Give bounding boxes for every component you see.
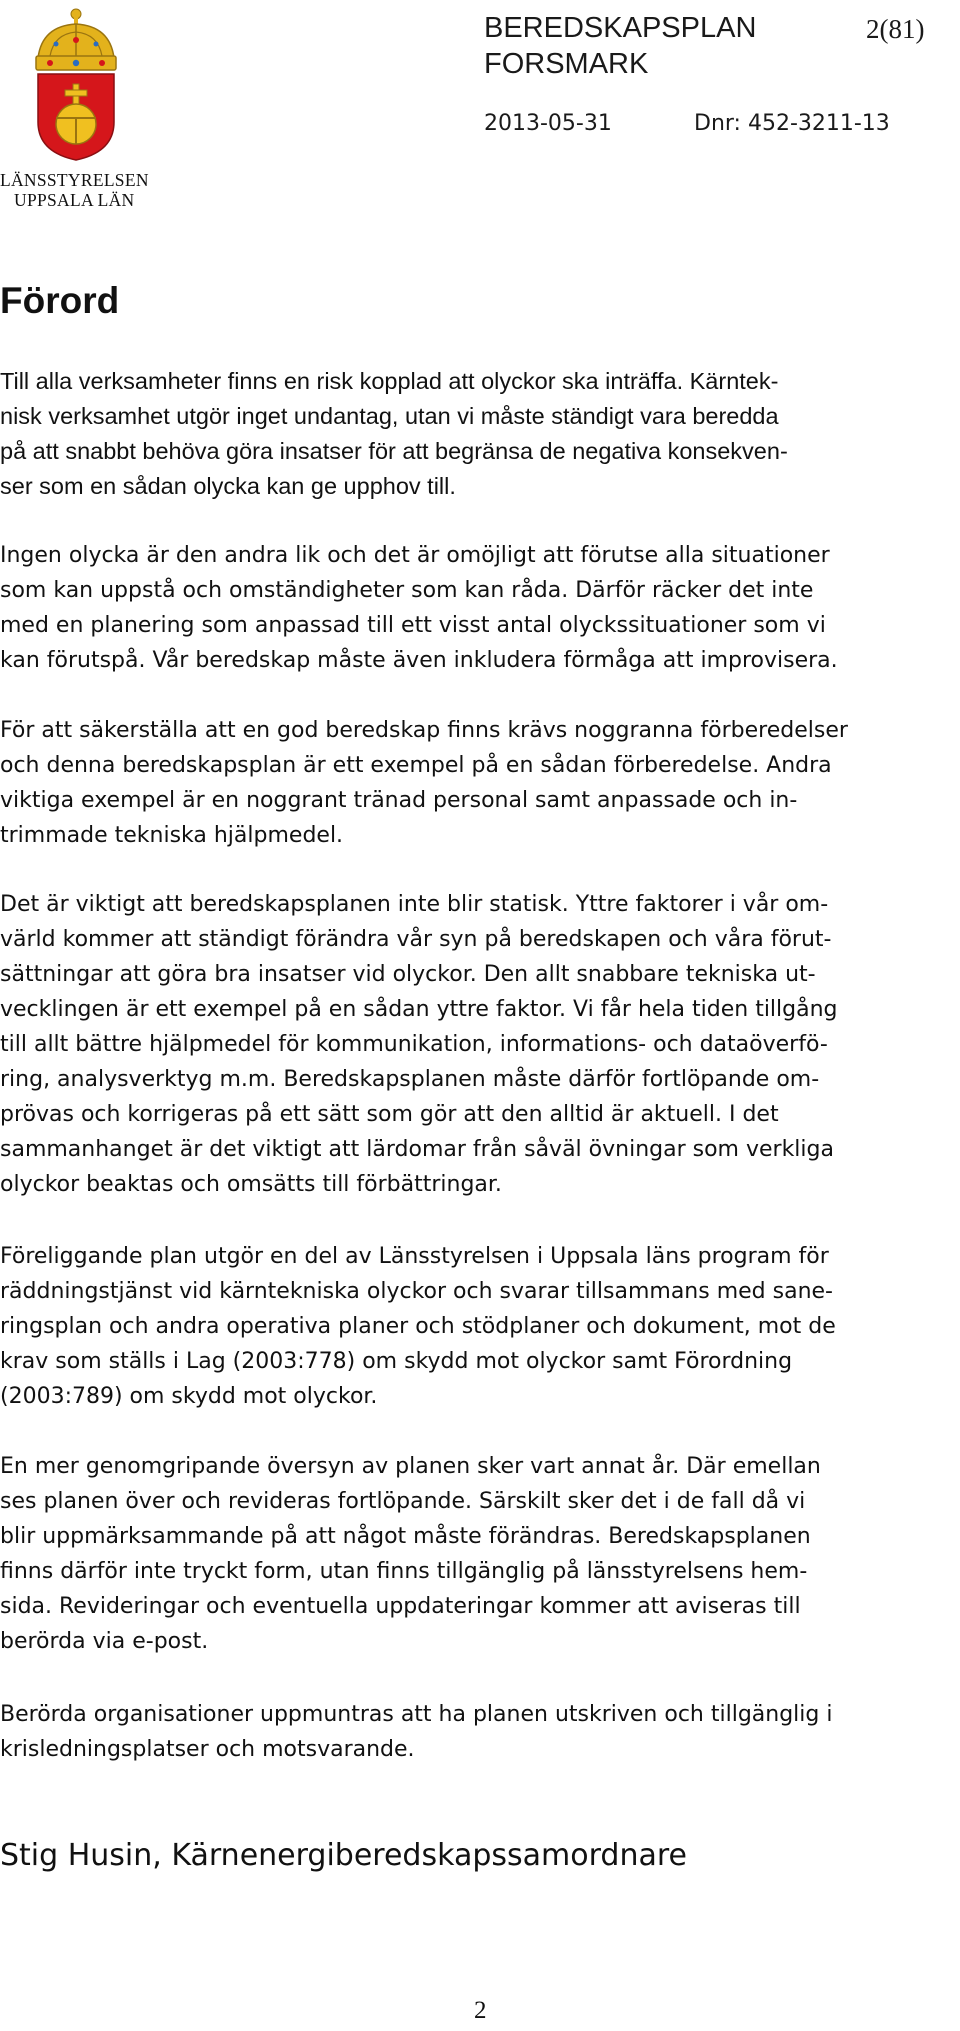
paragraph-line: finns därför inte tryckt form, utan finns tillgänglig på länsstyrelsens hem- — [0, 1559, 808, 1584]
paragraph-line: Berörda organisationer uppmuntras att ha planen utskriven och tillgänglig i — [0, 1702, 833, 1727]
paragraph-7 — [0, 1697, 960, 1767]
paragraph-line: prövas och korrigeras på ett sätt som gör att den alltid är aktuell. I det — [0, 1102, 779, 1127]
page-indicator: 2(81) — [866, 14, 925, 44]
paragraph-line: ses planen över och revideras fortlöpande. Särskilt sker det i de fall då vi — [0, 1489, 806, 1514]
paragraph-4 — [0, 887, 960, 1202]
paragraph-line: med en planering som anpassad till ett visst antal olyckssituationer som vi — [0, 613, 826, 638]
logo-text-line1: LÄNSSTYRELSEN — [0, 170, 149, 190]
lansstyrelsen-logo — [0, 6, 160, 210]
paragraph-line: ringsplan och andra operativa planer och stödplaner och dokument, mot de — [0, 1314, 836, 1339]
paragraph-line: (2003:789) om skydd mot olyckor. — [0, 1384, 378, 1409]
paragraph-2 — [0, 538, 960, 678]
paragraph-line: berörda via e-post. — [0, 1629, 209, 1654]
document-dnr: Dnr: 452-3211-13 — [694, 111, 890, 136]
paragraph-line: olyckor beaktas och omsätts till förbättringar. — [0, 1172, 502, 1197]
paragraph-line: sammanhanget är det viktigt att lärdomar från såväl övningar som verkliga — [0, 1137, 834, 1162]
paragraph-5 — [0, 1239, 960, 1414]
paragraph-line: ring, analysverktyg m.m. Beredskapsplanen måste därför fortlöpande om- — [0, 1067, 820, 1092]
document-title — [484, 10, 814, 82]
document-date: 2013-05-31 — [484, 111, 612, 136]
paragraph-line: Det är viktigt att beredskapsplanen inte blir statisk. Yttre faktorer i vår om- — [0, 892, 829, 917]
footer-page-number: 2 — [474, 1997, 487, 2024]
coat-of-arms-icon — [28, 6, 124, 162]
paragraph-line: Ingen olycka är den andra lik och det är omöjligt att förutse alla situationer — [0, 543, 830, 568]
paragraph-6 — [0, 1449, 960, 1659]
signature: Stig Husin, Kärnenergiberedskapssamordnare — [0, 1838, 687, 1873]
paragraph-line: Föreliggande plan utgör en del av Länsstyrelsen i Uppsala läns program för — [0, 1244, 829, 1269]
paragraph-line: och denna beredskapsplan är ett exempel på en sådan förberedelse. Andra — [0, 753, 832, 778]
logo-text-line2: UPPSALA LÄN — [14, 190, 135, 210]
paragraph-line: krisledningsplatser och motsvarande. — [0, 1737, 415, 1762]
paragraph-line: trimmade tekniska hjälpmedel. — [0, 823, 344, 848]
document-title-line1: BEREDSKAPSPLAN — [484, 12, 757, 44]
paragraph-line: kan förutspå. Vår beredskap måste även inkludera förmåga att improvisera. — [0, 648, 838, 673]
paragraph-line: ser som en sådan olycka kan ge upphov till. — [0, 473, 456, 499]
paragraph-line: blir uppmärksammande på att något måste förändras. Beredskapsplanen — [0, 1524, 811, 1549]
logo-text — [0, 170, 149, 210]
paragraph-line: vecklingen är ett exempel på en sådan yttre faktor. Vi får hela tiden tillgång — [0, 997, 838, 1022]
paragraph-line: krav som ställs i Lag (2003:778) om skydd mot olyckor samt Förordning — [0, 1349, 793, 1374]
paragraph-line: sida. Revideringar och eventuella uppdateringar kommer att aviseras till — [0, 1594, 801, 1619]
paragraph-1 — [0, 364, 960, 504]
paragraph-line: nisk verksamhet utgör inget undantag, utan vi måste ständigt vara beredda — [0, 403, 779, 429]
paragraph-line: räddningstjänst vid kärntekniska olyckor och svarar tillsammans med sane- — [0, 1279, 833, 1304]
document-title-line2: FORSMARK — [484, 48, 649, 80]
paragraph-3 — [0, 713, 960, 853]
paragraph-line: sättningar att göra bra insatser vid olyckor. Den allt snabbare tekniska ut- — [0, 962, 816, 987]
paragraph-line: som kan uppstå och omständigheter som kan råda. Därför räcker det inte — [0, 578, 814, 603]
paragraph-line: Till alla verksamheter finns en risk kopplad att olyckor ska inträffa. Kärntek- — [0, 368, 779, 394]
paragraph-line: värld kommer att ständigt förändra vår syn på beredskapen och våra förut- — [0, 927, 832, 952]
paragraph-line: För att säkerställa att en god beredskap finns krävs noggranna förberedelser — [0, 718, 848, 743]
paragraph-line: till allt bättre hjälpmedel för kommunikation, informations- och dataöverfö- — [0, 1032, 828, 1057]
paragraph-line: En mer genomgripande översyn av planen sker vart annat år. Där emellan — [0, 1454, 821, 1479]
page-heading: Förord — [0, 280, 120, 321]
paragraph-line: viktiga exempel är en noggrant tränad personal samt anpassade och in- — [0, 788, 798, 813]
paragraph-line: på att snabbt behöva göra insatser för att begränsa de negativa konsekven- — [0, 438, 788, 464]
